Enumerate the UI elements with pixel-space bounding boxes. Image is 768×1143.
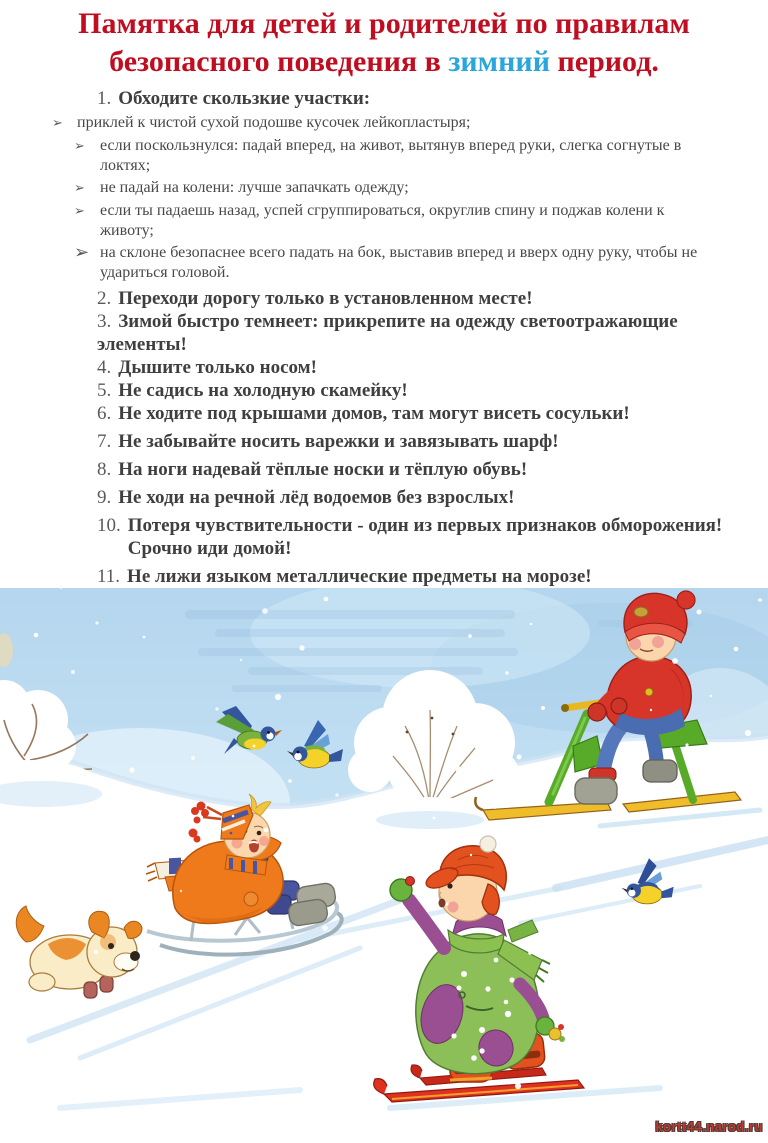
- rule-text: Переходи дорогу только в установленном месте!: [118, 288, 533, 309]
- rule-8: [97, 458, 754, 481]
- rule-text-line2: Срочно иди домой!: [127, 538, 292, 559]
- rules-list: [0, 87, 768, 616]
- rule-text: На ноги надевай тёплые носки и тёплую обувь!: [118, 459, 528, 480]
- rule-number: 8.: [97, 459, 112, 480]
- bullet-text: на склоне безопаснее всего падать на бок, выставив вперед и вверх одну руку, чтобы не удариться головой.: [100, 244, 698, 281]
- rule-11: [97, 565, 754, 588]
- slippery-tips-list: [0, 113, 768, 283]
- rule-text-line2: элементы!: [97, 334, 187, 355]
- list-item: [74, 201, 713, 241]
- rule-number: 9.: [97, 487, 112, 508]
- rule-6: [97, 402, 754, 425]
- rule-3: [97, 310, 754, 356]
- rule-text: Зимой быстро темнеет: прикрепите на одежду светоотражающие: [118, 311, 678, 332]
- page-title: [0, 0, 768, 81]
- arrow-bullet-icon: ➢: [74, 139, 85, 154]
- rule-number: 10.: [97, 515, 121, 536]
- list-item: [74, 178, 713, 199]
- rule-5: [97, 379, 754, 402]
- rule-text: Потеря чувствительности - один из первых признаков обморожения!: [127, 515, 723, 536]
- arrow-bullet-icon: ➢: [74, 242, 90, 263]
- rule-text: Не ходи на речной лёд водоемов без взрослых!: [118, 487, 515, 508]
- rule-10: [97, 514, 754, 560]
- rule-text-wrap: [128, 514, 754, 560]
- rule-number: 3.: [97, 311, 112, 332]
- rule-number: 6.: [97, 403, 112, 424]
- rule-number: 4.: [97, 357, 112, 378]
- rule-text: Не лижи языком металлические предметы на морозе!: [127, 566, 592, 587]
- title-highlight-winter: зимний: [448, 45, 550, 78]
- winter-scene-illustration: [0, 588, 768, 1143]
- bullet-text: приклей к чистой сухой подошве кусочек лейкопластыря;: [77, 114, 471, 131]
- title-line-1: Памятка для детей и родителей по правилам: [78, 7, 690, 40]
- watermark: kortt44.narod.ru: [655, 1119, 763, 1134]
- rule-9: [97, 486, 754, 509]
- rule-number: 5.: [97, 380, 112, 401]
- rule-text: Обходите скользкие участки:: [118, 88, 371, 109]
- rule-number: 7.: [97, 431, 112, 452]
- rule-4: [97, 356, 754, 379]
- list-item: [74, 243, 713, 283]
- arrow-bullet-icon: ➢: [74, 181, 85, 196]
- title-line-2: [0, 43, 768, 81]
- rule-text: Дышите только носом!: [118, 357, 317, 378]
- rule-7: [97, 430, 754, 453]
- list-item: [52, 113, 713, 134]
- list-item: [74, 136, 713, 176]
- bullet-text: если поскользнулся: падай вперед, на живот, вытянув вперед руки, слегка согнутые в локтях;: [100, 137, 682, 174]
- rule-text: Не ходите под крышами домов, там могут висеть сосульки!: [118, 403, 630, 424]
- rule-number: 1.: [97, 88, 112, 109]
- rule-number: 2.: [97, 288, 112, 309]
- rule-text: Не забывайте носить варежки и завязывать шарф!: [118, 431, 559, 452]
- title-line2-post: период.: [549, 45, 659, 78]
- title-line2-pre: безопасного поведения в: [109, 45, 449, 78]
- rule-1: [97, 87, 754, 110]
- rule-2: [97, 287, 754, 310]
- bullet-text: если ты падаешь назад, успей сгруппироваться, округлив спину и поджав колени к животу;: [100, 202, 665, 239]
- rule-number: 11.: [97, 566, 121, 587]
- rule-text: Не садись на холодную скамейку!: [118, 380, 408, 401]
- bullet-text: не падай на колени: лучше запачкать одежду;: [100, 179, 409, 196]
- arrow-bullet-icon: ➢: [52, 116, 63, 131]
- arrow-bullet-icon: ➢: [74, 204, 85, 219]
- winter-scene-svg: [0, 588, 768, 1143]
